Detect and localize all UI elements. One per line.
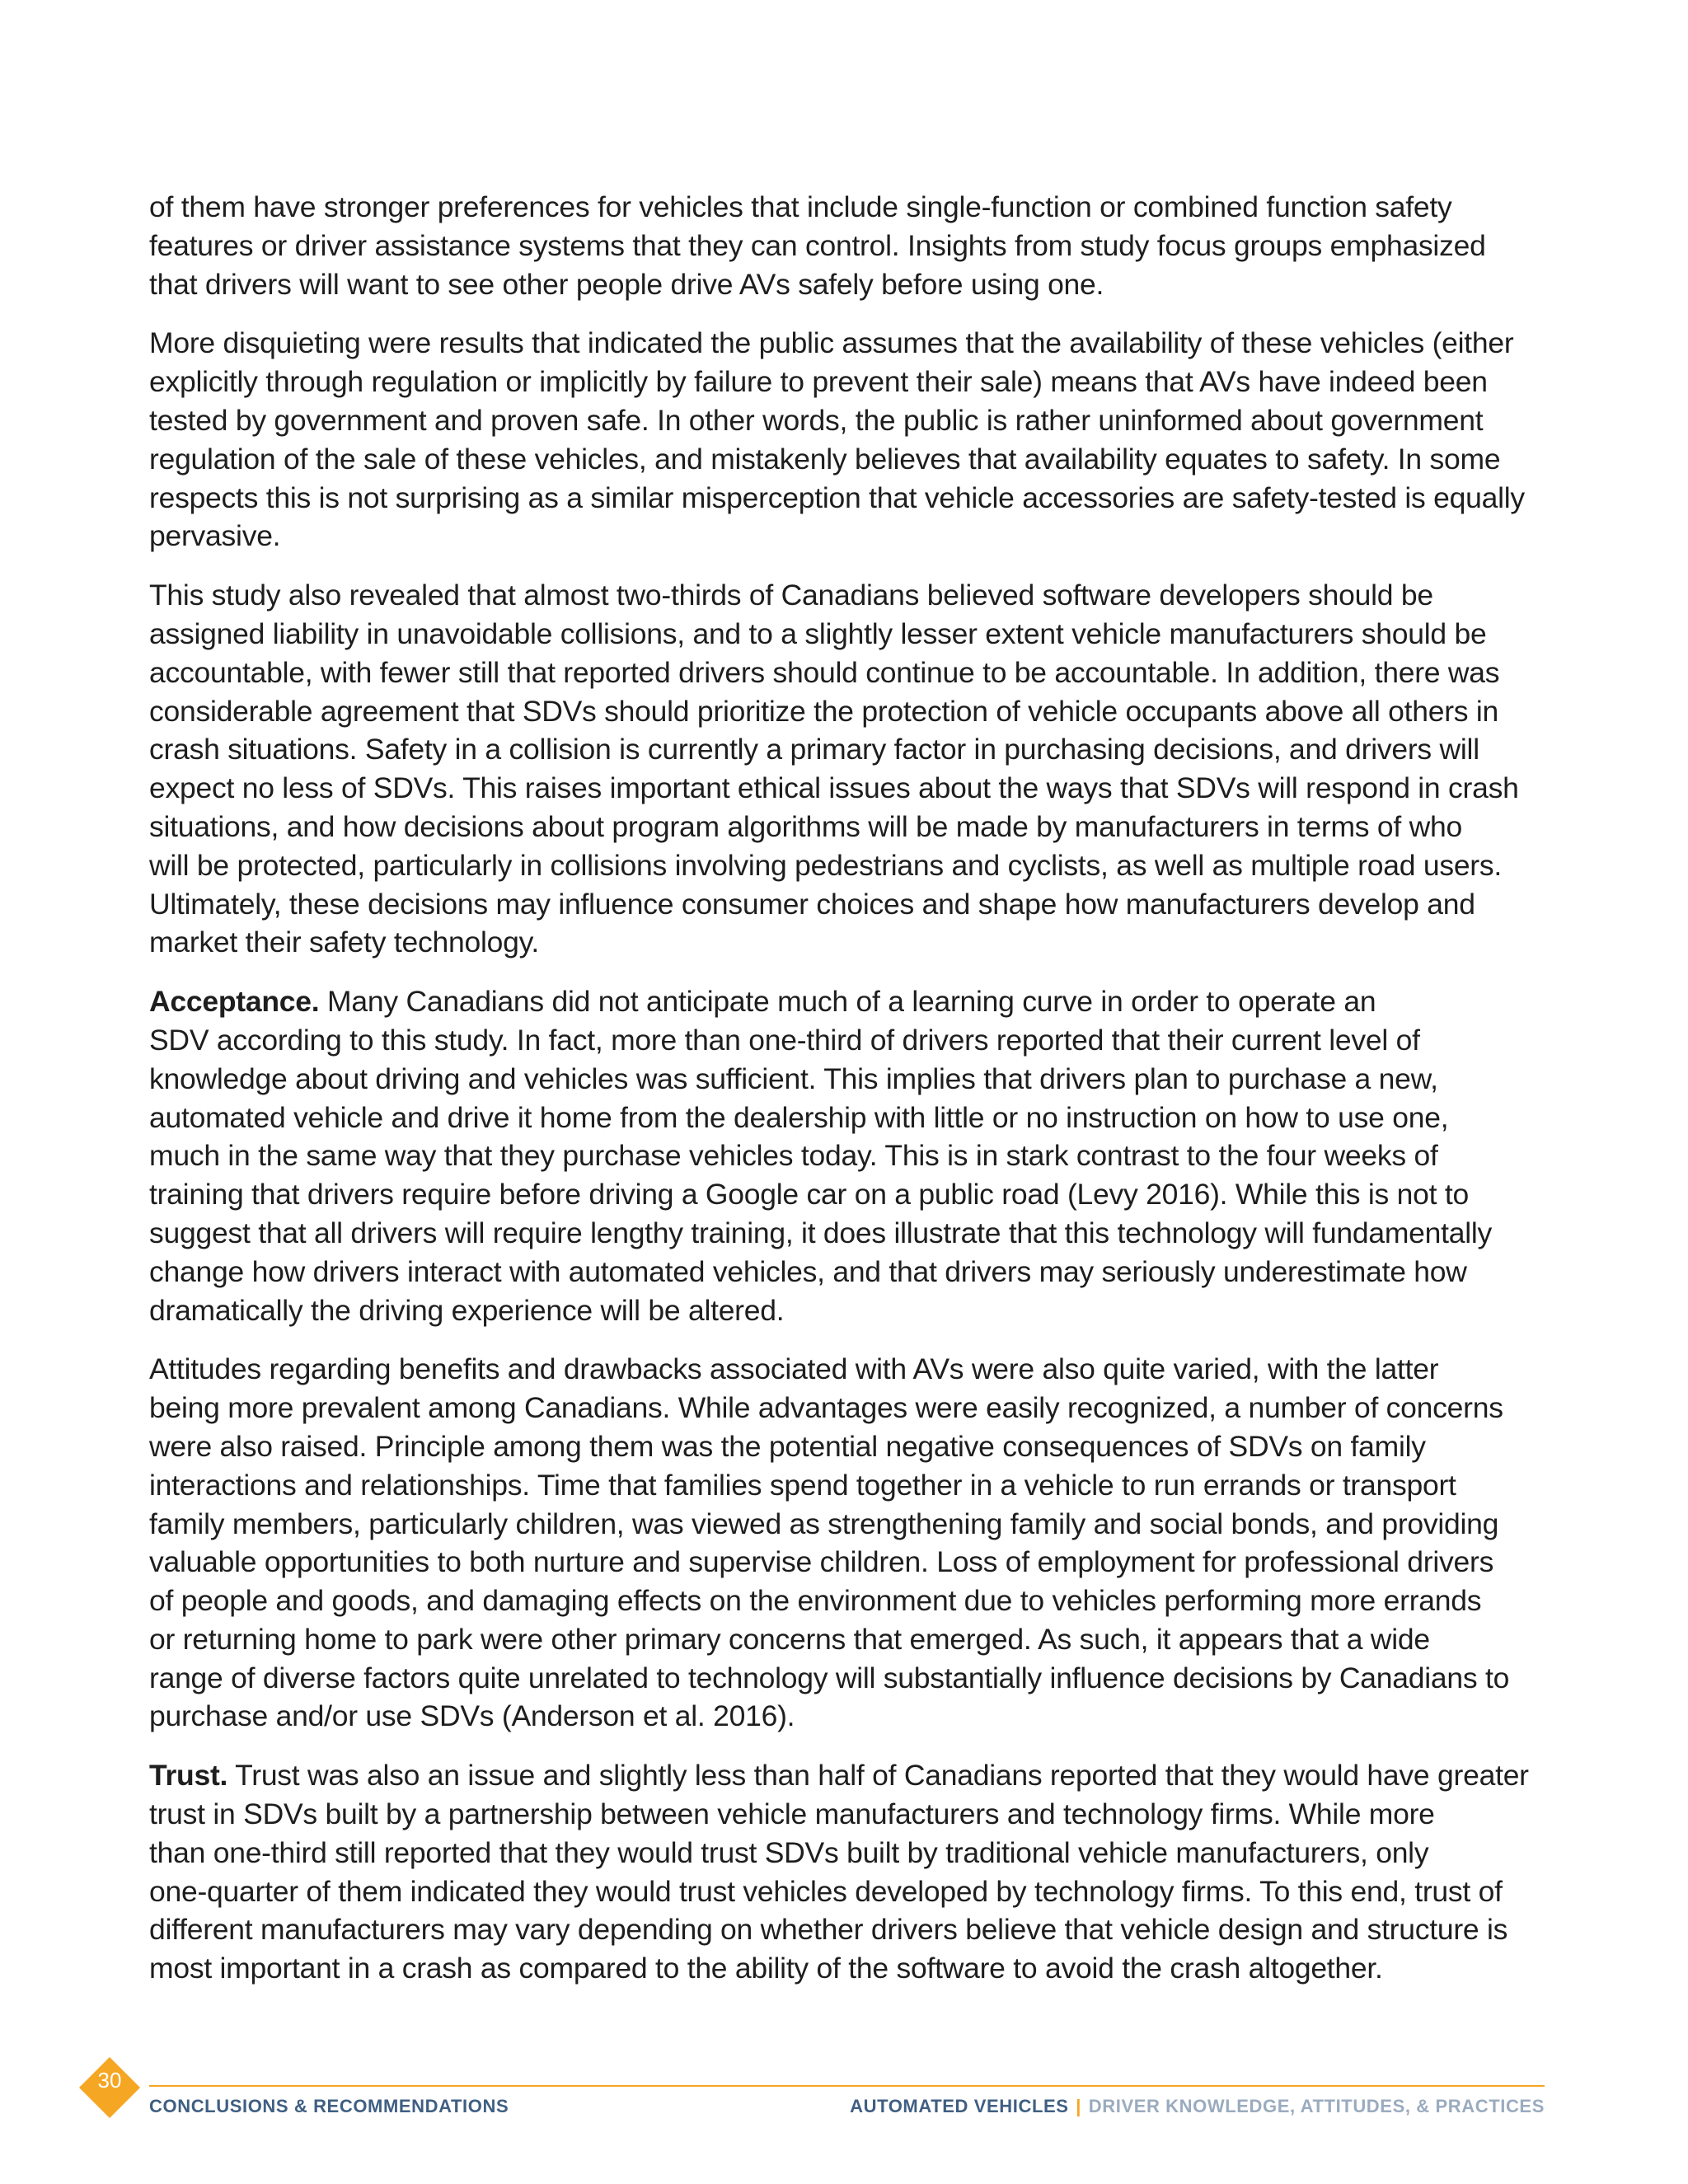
- body-text: [149, 188, 1550, 2008]
- paragraph-3: [149, 576, 1550, 962]
- footer-doc-title: AUTOMATED VEHICLES: [850, 2096, 1069, 2116]
- paragraph-acceptance-text: Many Canadians did not anticipate much of a learning curve in order to operate an SDV according to this study. In fact, more than one-third of drivers reported that their current level of knowledge about driving and vehicles was sufficient. This implies that drivers plan to purchase a new, automated vehicle and drive it home from the dealership with little or no instruction on how to use one, much in the same way that they purchase vehicles today. This is in stark contrast to the four weeks of training that drivers require before driving a Google car on a public road (Levy 2016). While this is not to suggest that all drivers will require lengthy training, it does illustrate that this technology will fundamentally change how drivers interact with automated vehicles, and that drivers may seriously underestimate how dramatically the driving experience will be altered.: [149, 985, 1493, 1327]
- paragraph-3-text: This study also revealed that almost two-thirds of Canadians believed software developers should be assigned liability in unavoidable collisions, and to a slightly lesser extent vehicle manufacturers should be accountable, with fewer still that reported drivers should continue to be accountable. In addition, there was considerable agreement that SDVs should prioritize the protection of vehicle occupants above all others in crash situations. Safety in a collision is currently a primary factor in purchasing decisions, and drivers will expect no less of SDVs. This raises important ethical issues about the ways that SDVs will respond in crash situations, and how decisions about program algorithms will be made by manufacturers in terms of who will be protected, particularly in collisions involving pedestrians and cyclists, as well as multiple road users. Ultimately, these decisions may influence consumer choices and shape how manufacturers develop and market their safety technology.: [149, 579, 1519, 959]
- footer-separator: |: [1076, 2096, 1082, 2116]
- paragraph-2-text: More disquieting were results that indicated the public assumes that the availability of these vehicles (either explicitly through regulation or implicitly by failure to prevent their sale) means that AVs have indeed been tested by government and proven safe. In other words, the public is rather uninformed about government regulation of the sale of these vehicles, and mistakenly believes that availability equates to safety. In some respects this is not surprising as a similar misperception that vehicle accessories are safety-tested is equally pervasive.: [149, 326, 1525, 553]
- paragraph-1-text: of them have stronger preferences for vehicles that include single-function or combined function safety features or driver assistance systems that they can control. Insights from study focus groups emphasized that drivers will want to see other people drive AVs safely before using one.: [149, 190, 1486, 301]
- paragraph-trust: [149, 1756, 1550, 1988]
- paragraph-trust-text: Trust was also an issue and slightly less than half of Canadians reported that they would have greater trust in SDVs built by a partnership between vehicle manufacturers and technology firms. While more than one-third still reported that they would trust SDVs built by traditional vehicle manufacturers, only one-quarter of them indicated they would trust vehicles developed by technology firms. To this end, trust of different manufacturers may vary depending on whether drivers believe that vehicle design and structure is most important in a crash as compared to the ability of the software to avoid the crash altogether.: [149, 1759, 1529, 1985]
- paragraph-5: [149, 1350, 1550, 1736]
- paragraph-acceptance: [149, 982, 1550, 1329]
- paragraph-2: [149, 324, 1550, 555]
- paragraph-5-text: Attitudes regarding benefits and drawbacks associated with AVs were also quite varied, with the latter being more prevalent among Canadians. While advantages were easily recognized, a number of concerns were also raised. Principle among them was the potential negative consequences of SDVs on family interactions and relationships. Time that families spend together in a vehicle to run errands or transport family members, particularly children, was viewed as strengthening family and social bonds, and providing valuable opportunities to both nurture and supervise children. Loss of employment for professional drivers of people and goods, and damaging effects on the environment due to vehicles performing more errands or returning home to park were other primary concerns that emerged. As such, it appears that a wide range of diverse factors quite unrelated to technology will substantially influence decisions by Canadians to purchase and/or use SDVs (Anderson et al. 2016).: [149, 1352, 1510, 1733]
- footer-divider: [149, 2085, 1545, 2087]
- footer-document-title: [850, 2096, 1545, 2117]
- acceptance-heading: Acceptance.: [149, 985, 320, 1019]
- page-number-badge: [79, 2057, 140, 2118]
- trust-heading: Trust.: [149, 1759, 228, 1793]
- paragraph-1: [149, 188, 1550, 303]
- footer-doc-subtitle: DRIVER KNOWLEDGE, ATTITUDES, & PRACTICES: [1088, 2096, 1545, 2116]
- footer-section-title: CONCLUSIONS & RECOMMENDATIONS: [149, 2096, 509, 2116]
- page-number: 30: [97, 2068, 122, 2093]
